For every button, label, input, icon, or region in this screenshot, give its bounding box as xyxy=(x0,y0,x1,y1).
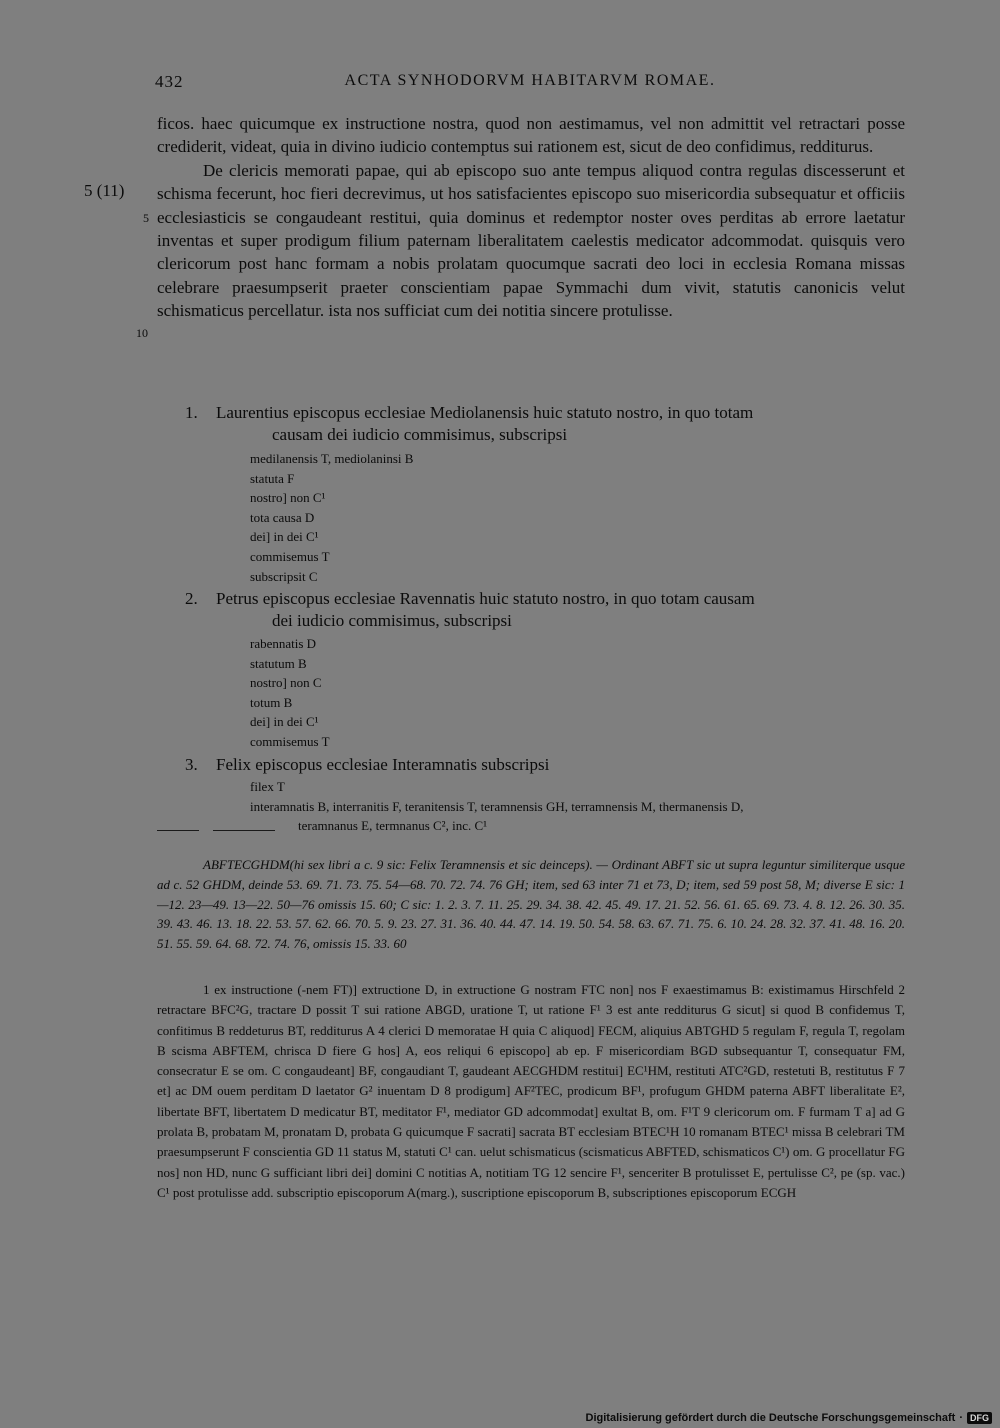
variant-reading: medilanensis T, mediolaninsi B xyxy=(250,451,414,466)
variant-reading: dei] in dei C¹ xyxy=(250,529,319,545)
variant-reading: commisemus T xyxy=(250,733,330,749)
signature-number: 3. xyxy=(185,755,198,774)
running-title: ACTA SYNHODORVM HABITARVM ROMAE. xyxy=(344,72,716,89)
page-number: 432 xyxy=(155,72,184,91)
variant-reading: nostro] non C xyxy=(250,675,322,691)
footnote-rule-1 xyxy=(157,830,199,831)
digitization-footer: Digitalisierung gefördert durch die Deutsche Forschungsgemeinschaft · DFG xyxy=(586,1412,992,1424)
variant-reading: teramnanus E, termnanus C², inc. C¹ xyxy=(298,818,488,834)
variant-reading: dei] in dei C¹ xyxy=(250,714,319,730)
paragraph-1: ficos. haec quicumque ex instructione nostra, quod non aestimamus, vel non admittit vel retractari posse crediderit, videat, quia in divino iudicio contemptus sui rationem est, sicut de deo confidimus, redditurus. xyxy=(157,114,905,157)
variant-reading: filex T xyxy=(250,779,285,794)
section-marker: 5 (11) xyxy=(84,181,125,200)
variants-2 xyxy=(250,634,905,752)
variants-3 xyxy=(250,777,905,836)
footnote-rule-2 xyxy=(213,830,275,831)
signature-text-line1: Petrus episcopus ecclesiae Ravennatis huic statuto nostro, in quo totam causam xyxy=(216,589,755,608)
line-number-5: 5 xyxy=(143,211,149,225)
page-header xyxy=(155,72,905,98)
signature-number: 1. xyxy=(185,403,198,422)
variant-reading: statuta F xyxy=(250,470,295,486)
main-text xyxy=(157,112,905,323)
variant-reading: subscripsit C xyxy=(250,568,318,584)
signature-text-line2: causam dei iudicio commisimus, subscripsi xyxy=(272,425,568,444)
variant-reading: interamnatis B, interranitis F, teranitensis T, teramnensis GH, terramnensis M, thermanensis D, xyxy=(250,798,744,814)
signature-text-line1: Felix episcopus ecclesiae Interamnatis subscripsi xyxy=(216,755,550,774)
dfg-logo: DFG xyxy=(967,1412,992,1424)
variant-reading: commisemus T xyxy=(250,548,330,564)
signature-text-line2: dei iudicio commisimus, subscripsi xyxy=(272,611,512,630)
signature-2 xyxy=(185,588,905,632)
signature-text-line1: Laurentius episcopus ecclesiae Mediolanensis huic statuto nostro, in quo totam xyxy=(216,403,754,422)
line-number-10: 10 xyxy=(136,326,148,340)
variant-reading: totum B xyxy=(250,694,293,710)
variant-reading: statutum B xyxy=(250,655,307,671)
signature-number: 2. xyxy=(185,589,198,608)
variant-reading: tota causa D xyxy=(250,509,315,525)
apparatus-text: 1 ex instructione (-nem FT)] extructione D, in extructione G nostram FTC non] nos F exaestimamus B: existimamus Hirschfeld 2 retractare BFC²G, tractare D possit T sui ratione ABGD, uratione T, ut ratione F¹ 3 est ante redditurus G sicut] si quod B confidemus T, confitimus B reddeturus BT, redditurus A 4 clerici D memoratae H quia C aliquod] FECM, aliquius ABTGHD 5 regulam F, regula T, regolam B scisma ABFTEM, chrisca D fiere G hos] A, eos reliqui 6 episcopo] ab ep. F misericordiam BGD subsequantur T, consequatur FM, consecratur E se om. C congaudeant] BF, congaudiant T, gaudeant AECGHDM restitui] EC¹HM, restituti ATC²GD, restetuti B, restitutus F 7 et] ac DM ouem perditam D laetator G² inuentam D 8 prodigum] AF²TEC, prodicum BF¹, profugum GHDM paterna ABFT liberalitate E², libertate BFT, libertatem D medicatur BT, meditator F¹, mediator GD adcommodat] exultat B, om. F¹T 9 clericorum om. F furmam T a] ad G prolata B, probatam M, pronatam D, probata G quicumque F sacrati] sacrata BT ecclesiam BTEC¹H 10 romanam BTEC¹ missa B celebrari TM praesumpserunt F conscientia GD 11 status M, statuti C¹ can. uelut schismaticus (scismaticus ABFTED, schismaticos C¹) om. G procellatur FG nos] non HD, nunc G sufficiant libri dei] domini C notitias A, notitiam TG 12 sencire F¹, senceriter B protulisset E, pertulisse C², pe (sp. vac.) C¹ post protulisse add. subscriptio episcoporum A(marg.), suscriptione episcoporum B, subscriptiones episcoporum ECGH xyxy=(157,982,905,1200)
variants-1 xyxy=(250,449,905,586)
signature-3 xyxy=(185,754,905,776)
manuscript-order-note xyxy=(157,855,905,954)
signature-1 xyxy=(185,402,905,446)
footer-text: Digitalisierung gefördert durch die Deutsche Forschungsgemeinschaft xyxy=(585,1412,956,1424)
paragraph-2: De clericis memorati papae, qui ab episcopo suo ante tempus aliquod contra regulas discesserunt et schisma fecerunt, hoc fieri decrevimus, ut hos satisfacientes episcopo suo misericordia subsequatur et officiis ecclesiasticis se congaudeant restitui, quia dominus et redemptor noster oves perditas ab errore laetatur inventas et super prodigum filium paternam liberalitatem caelestis medicator adcommodat. quisquis vero clericorum post hanc formam a nobis prolatam quocumque sacrati deo loci in ecclesia Romana missas celebrare praesumpserit praeter conscientiam papae Symmachi dum vivit, statutis canonicis velut schismaticus percellatur. ista nos sufficiat cum dei notitia sincere protulisse. xyxy=(157,160,905,321)
manuscript-order-text: ABFTECGHDM(hi sex libri a c. 9 sic: Felix Teramnensis et sic deinceps). — Ordinant ABFT sic ut supra leguntur similiterque usque ad c. 52 GHDM, deinde 53. 69. 71. 73. 75. 54—68. 70. 72. 74. 76 GH; item, sed 63 inter 71 et 73, D; item, sed 59 post 58, M; diverse E sic: 1—12. 23—49. 13—22. 50—76 omissis 15. 60; C sic: 1. 2. 3. 7. 11. 25. 29. 34. 38. 42. 45. 49. 17. 21. 52. 56. 61. 65. 69. 73. 4. 8. 12. 26. 30. 35. 39. 43. 46. 13. 18. 22. 53. 57. 62. 66. 70. 5. 9. 23. 27. 31. 36. 40. 44. 47. 14. 19. 50. 54. 58. 63. 67. 71. 75. 6. 10. 24. 28. 32. 37. 41. 48. 16. 20. 51. 55. 59. 64. 68. 72. 74. 76, omissis 15. 33. 60 xyxy=(157,857,905,952)
variant-reading: nostro] non C¹ xyxy=(250,490,326,506)
variant-reading: rabennatis D xyxy=(250,636,317,651)
critical-apparatus xyxy=(157,980,905,1203)
